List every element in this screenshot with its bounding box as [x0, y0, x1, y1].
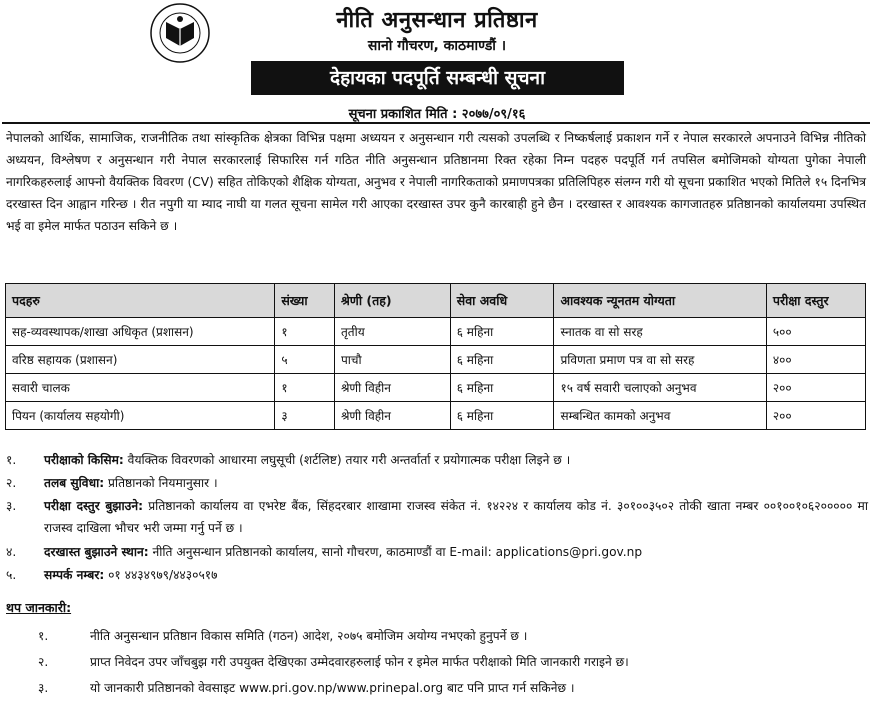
cell-fee: ४०० [766, 346, 865, 374]
list-item-text: प्रतिष्ठानको नियमानुसार । [104, 476, 218, 490]
list-item [6, 495, 868, 541]
table-row [6, 402, 866, 430]
terms-list [6, 449, 868, 587]
table-header-row [6, 284, 866, 318]
notice-header [0, 0, 874, 122]
list-item [38, 650, 868, 676]
cell-qualification: प्रविणता प्रमाण पत्र वा सो सरह [554, 346, 766, 374]
cell-duration: ६ महिना [450, 318, 554, 346]
cell-level: पाचौ [334, 346, 450, 374]
cell-post: पियन (कार्यालय सहयोगी) [6, 402, 275, 430]
list-item-label: सम्पर्क नम्बर: [44, 568, 105, 582]
cell-count: १ [275, 318, 335, 346]
organization-name: नीति अनुसन्धान प्रतिष्ठान [336, 8, 538, 33]
notice-title-banner: देहायका पदपूर्ति सम्बन्धी सूचना [251, 61, 624, 95]
organization-address: सानो गौचरण, काठमाण्डौं । [367, 38, 507, 54]
col-header-fee: परीक्षा दस्तुर [766, 284, 865, 318]
cell-count: ३ [275, 402, 335, 430]
cell-fee: ५०० [766, 318, 865, 346]
cell-post: सह-व्यवस्थापक/शाखा अधिकृत (प्रशासन) [6, 318, 275, 346]
cell-qualification: १५ वर्ष सवारी चलाएको अनुभव [554, 374, 766, 402]
list-item-number: १. [38, 629, 49, 643]
vacancy-table [5, 283, 866, 430]
cell-count: ५ [275, 346, 335, 374]
cell-fee: २०० [766, 374, 865, 402]
cell-level: श्रेणी विहीन [334, 374, 450, 402]
table-row [6, 374, 866, 402]
list-item [6, 564, 868, 587]
list-item [6, 472, 868, 495]
header-divider [2, 122, 870, 124]
cell-level: श्रेणी विहीन [334, 402, 450, 430]
more-info-heading: थप जानकारी: [6, 600, 72, 615]
list-item-label: परीक्षा दस्तुर बुझाउने: [44, 499, 143, 513]
list-item-number: ३. [6, 499, 17, 513]
list-item-text: प्राप्त निवेदन उपर जाँचबुझ गरी उपयुक्त देखिएका उम्मेदवारहरुलाई फोन र इमेल मार्फत परीक्षाको मिति जानकारी गराइने छ। [90, 655, 629, 669]
cell-post: सवारी चालक [6, 374, 275, 402]
cell-duration: ६ महिना [450, 374, 554, 402]
list-item-text: नीति अनुसन्धान प्रतिष्ठानको कार्यालय, सानो गौचरण, काठमाण्डौं वा E-mail: applications@pri.gov.np [148, 545, 643, 559]
col-header-level: श्रेणी (तह) [334, 284, 450, 318]
list-item [38, 676, 868, 702]
list-item-label: परीक्षाको किसिम: [44, 453, 124, 467]
list-item-text: नीति अनुसन्धान प्रतिष्ठान विकास समिति (गठन) आदेश, २०७५ बमोजिम अयोग्य नभएको हुनुपर्ने छ । [90, 629, 528, 643]
col-header-qualification: आवश्यक न्यूनतम योग्यता [554, 284, 766, 318]
list-item-label: दरखास्त बुझाउने स्थान: [44, 545, 149, 559]
cell-post: वरिष्ठ सहायक (प्रशासन) [6, 346, 275, 374]
col-header-duration: सेवा अवधि [450, 284, 554, 318]
cell-qualification: सम्बन्धित कामको अनुभव [554, 402, 766, 430]
list-item-label: तलब सुविधा: [44, 476, 105, 490]
list-item-number: २. [6, 476, 17, 490]
list-item-number: ३. [38, 681, 49, 695]
list-item-number: १. [6, 453, 17, 467]
table-row [6, 346, 866, 374]
cell-count: १ [275, 374, 335, 402]
list-item-number: ५. [6, 568, 17, 582]
cell-duration: ६ महिना [450, 346, 554, 374]
list-item [6, 449, 868, 472]
list-item-text: ०१ ४४३४९७९/४४३०५१७ [104, 568, 218, 582]
col-header-count: संख्या [275, 284, 335, 318]
col-header-post: पदहरु [6, 284, 275, 318]
cell-level: तृतीय [334, 318, 450, 346]
list-item-text: वैयक्तिक विवरणको आधारमा लघुसूची (शर्टलिष्ट) तयार गरी अन्तर्वार्ता र प्रयोगात्मक परीक्षा लिइने छ । [123, 453, 571, 467]
cell-fee: २०० [766, 402, 865, 430]
list-item-text: यो जानकारी प्रतिष्ठानको वेवसाइट www.pri.gov.np/www.prinepal.org बाट पनि प्राप्त गर्न सकिनेछ । [90, 681, 575, 695]
more-info-list [38, 624, 868, 702]
list-item [38, 624, 868, 650]
list-item-number: ४. [6, 545, 17, 559]
list-item [6, 541, 868, 564]
list-item-text: प्रतिष्ठानको कार्यालय वा एभरेष्ट बैंक, सिंहदरबार शाखामा राजस्व संकेत नं. १४२२४ र कार्यालय कोड नं. ३०१००३५०२ तोकी खाता नम्बर ००१००१०६२००००० मा राजस्व दाखिला भौचर भरी जम्मा गर्नु पर्ने छ । [44, 499, 868, 535]
table-row [6, 318, 866, 346]
intro-paragraph: नेपालको आर्थिक, सामाजिक, राजनीतिक तथा सांस्कृतिक क्षेत्रका विभिन्न पक्षमा अध्ययन र अनुसन्धान गरी त्यसको उपलब्धि र निष्कर्षलाई प्रकाशन गर्ने र नेपाल सरकारले अपनाउने विभिन्न नीतिको अध्ययन, विश्लेषण र अनुसन्धान गरी नेपाल सरकारलाई सिफारिस गर्न गठित नीति अनुसन्धान प्रतिष्ठानमा रिक्त रहेका निम्न पदहरु पदपूर्ति गर्न तपसिल बमोजिमको योग्यता पुगेका नेपाली नागरिकहरुलाई आफ्नो वैयक्तिक विवरण (CV) सहित तोकिएको शैक्षिक योग्यता, अनुभव र नेपाली नागरिकताको प्रमाणपत्रका प्रतिलिपिहरु संलग्न गरी यो सूचना प्रकाशित भएको मितिले १५ दिनभित्र दरखास्त दिन आह्वान गरिन्छ । रीत नपुगी या म्याद नाघी या गलत सूचना सामेल गरी आएका दरखास्त उपर कुनै कारबाही हुने छैन । दरखास्त र आवश्यक कागजातहरु प्रतिष्ठानको कार्यालयमा उपस्थित भई वा इमेल मार्फत पठाउन सकिने छ । [6, 131, 866, 233]
list-item-number: २. [38, 655, 49, 669]
cell-qualification: स्नातक वा सो सरह [554, 318, 766, 346]
publication-date: सूचना प्रकाशित मिति : २०७७/०९/१६ [348, 107, 526, 122]
cell-duration: ६ महिना [450, 402, 554, 430]
